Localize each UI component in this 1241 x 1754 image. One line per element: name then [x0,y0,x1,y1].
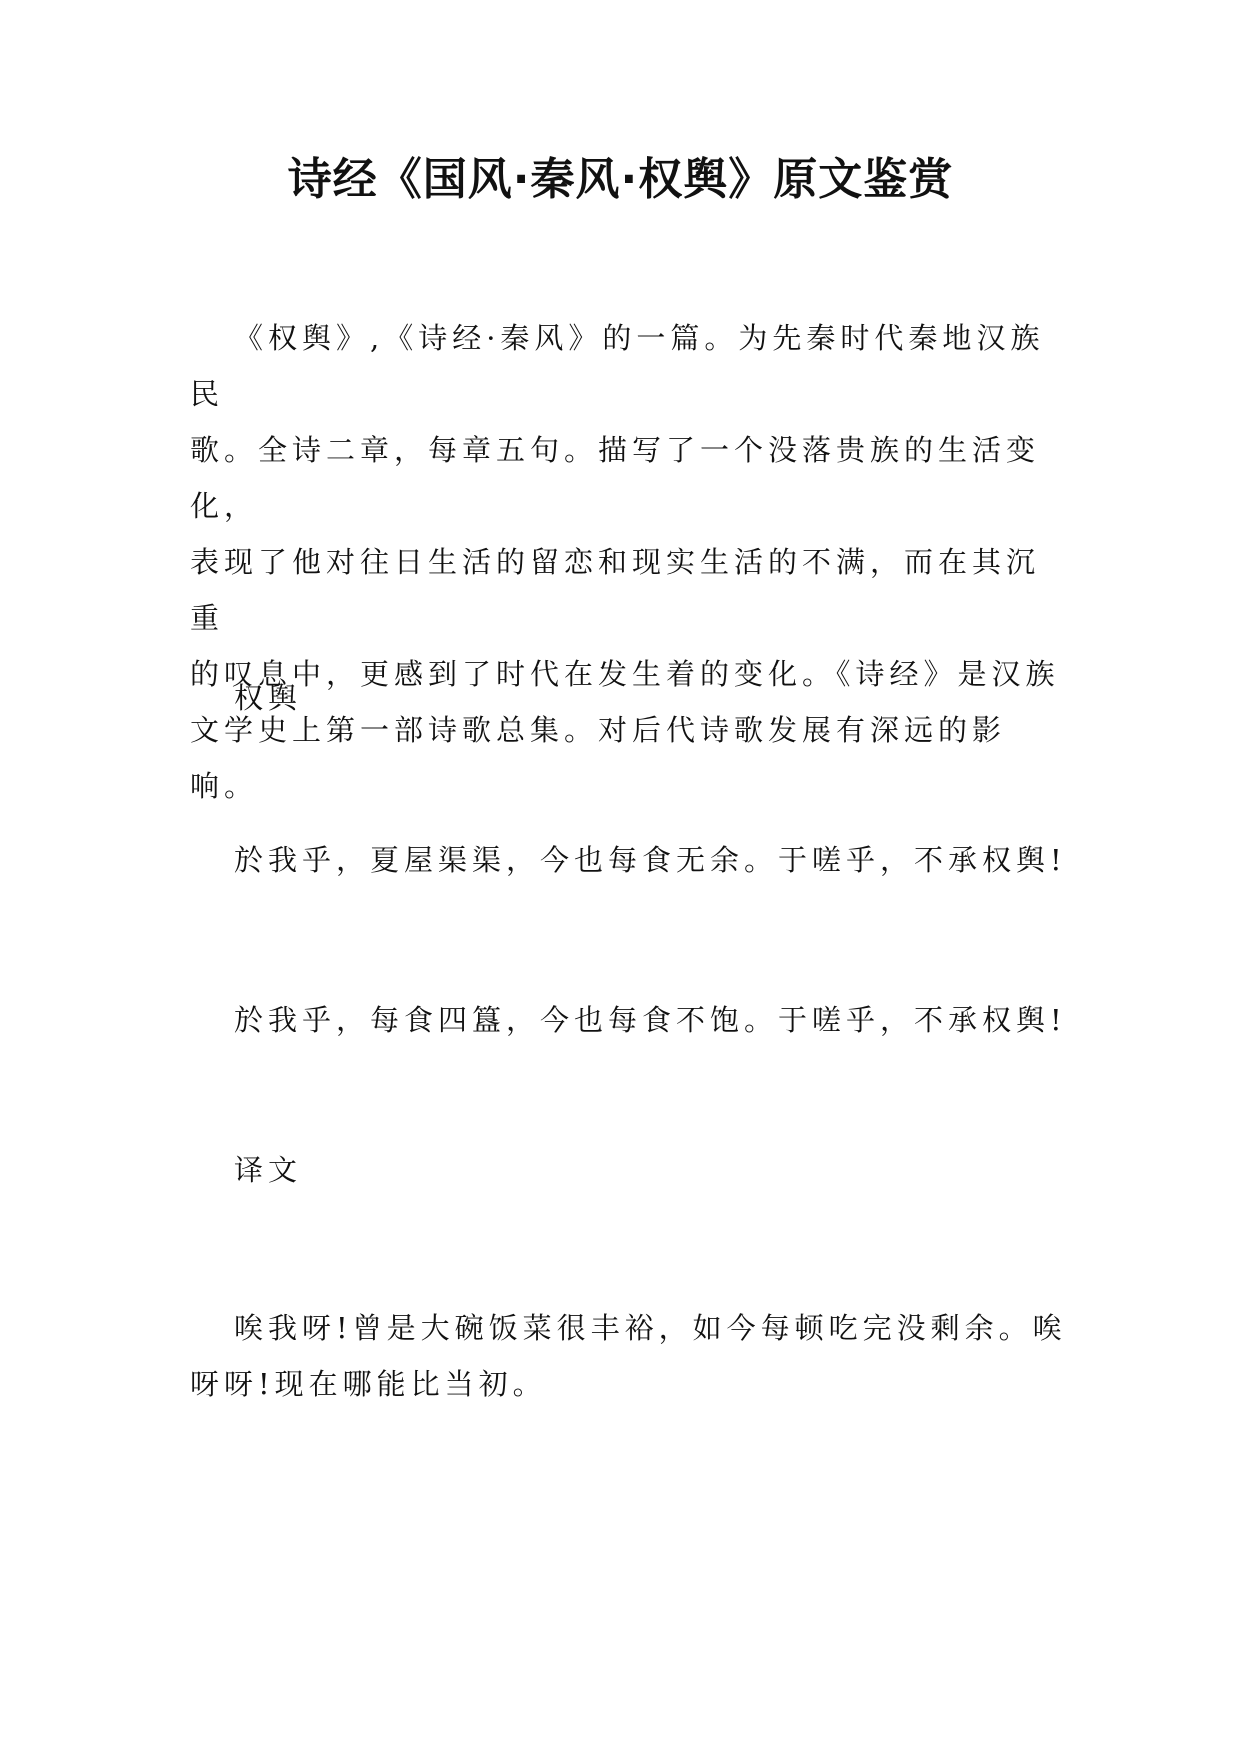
intro-line: 歌。全诗二章，每章五句。描写了一个没落贵族的生活变化， [190,433,1041,523]
poem-stanza-2: 於我乎，每食四簋，今也每食不饱。于嗟乎，不承权舆! [234,1003,1067,1037]
poem-stanza-1: 於我乎，夏屋渠渠，今也每食无余。于嗟乎，不承权舆! [234,843,1067,877]
intro-line: 的叹息中，更感到了时代在发生着的变化。《诗经》是汉族 [190,657,1060,691]
translation-paragraph [190,1300,1070,1412]
translation-heading: 译文 [234,1153,303,1187]
intro-line: 文学史上第一部诗歌总集。对后代诗歌发展有深远的影响。 [190,713,1007,803]
translation-line: 呀呀!现在哪能比当初。 [190,1367,547,1401]
document-title: 诗经《国风·秦风·权舆》原文鉴赏 [287,154,954,205]
poem-heading: 权舆 [234,681,303,715]
intro-line: 《权舆》,《诗经·秦风》的一篇。为先秦时代秦地汉族民 [190,321,1045,411]
intro-line: 表现了他对往日生活的留恋和现实生活的不满，而在其沉重 [190,545,1041,635]
intro-paragraph [190,310,1070,814]
translation-line: 唉我呀!曾是大碗饭菜很丰裕，如今每顿吃完没剩余。唉 [234,1311,1067,1345]
